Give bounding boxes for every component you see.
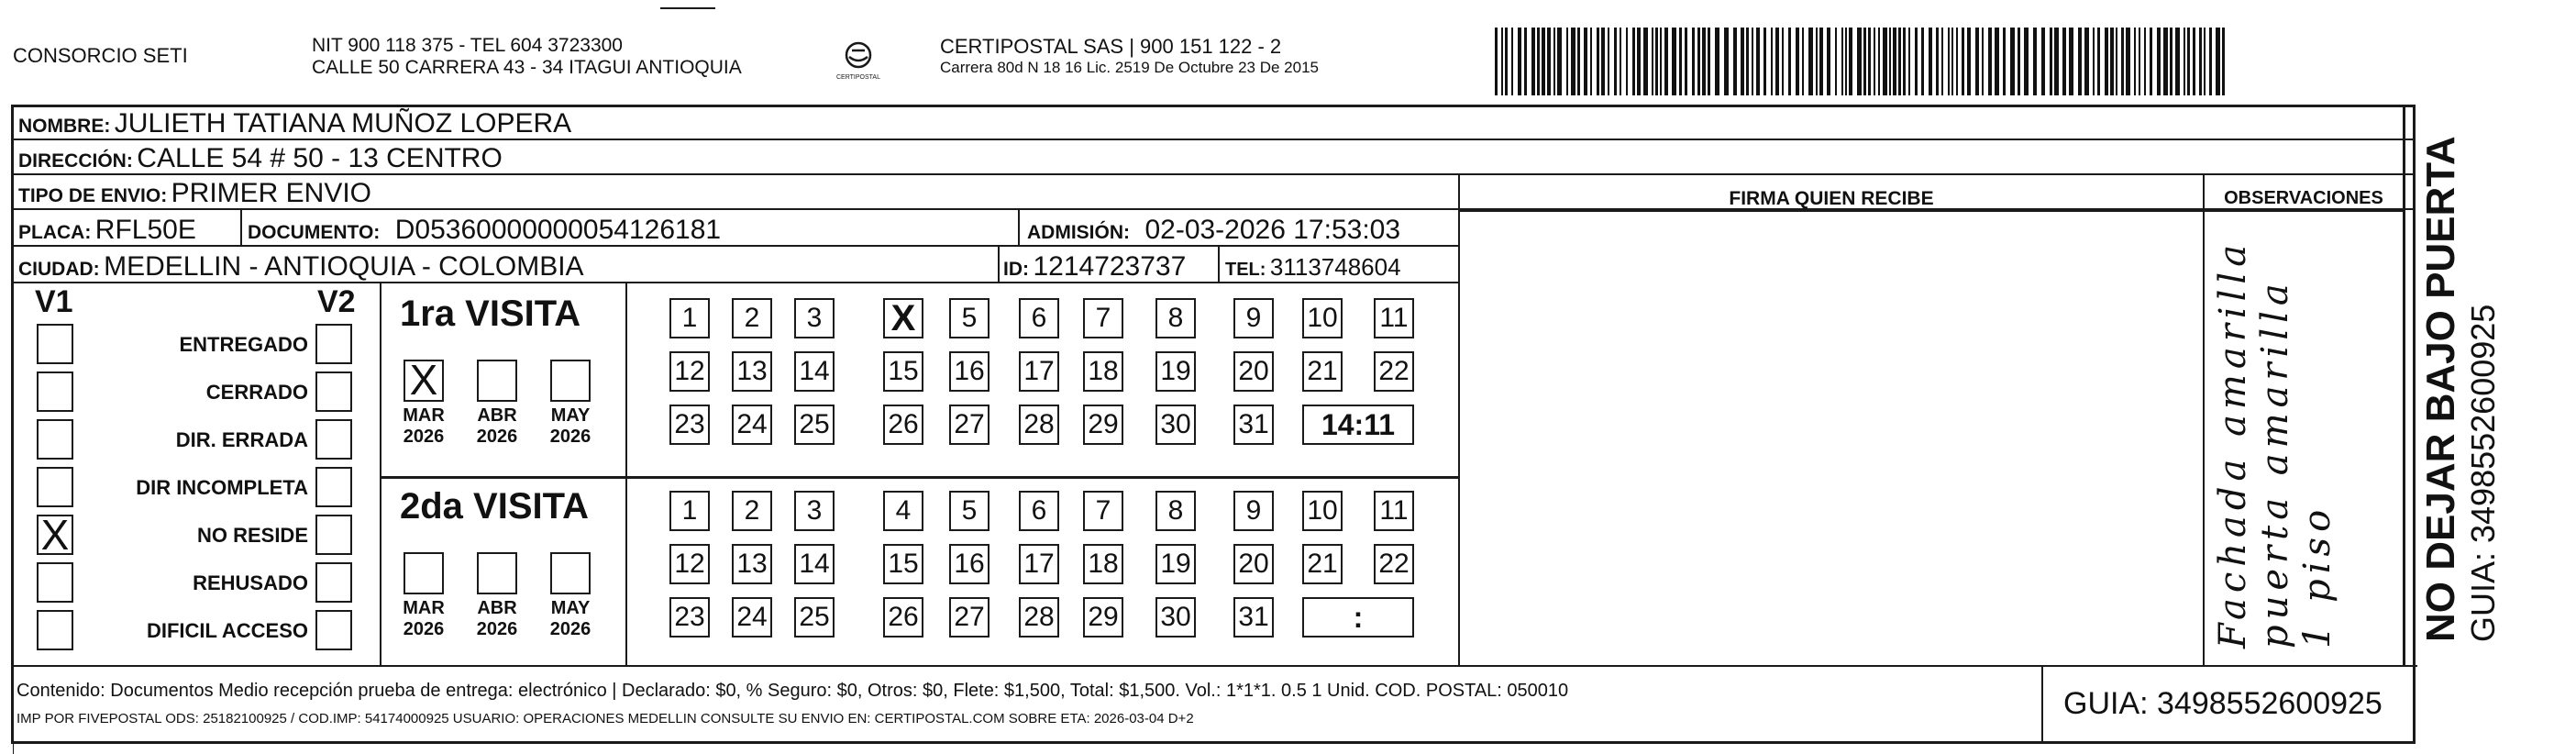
certipostal-line-2: Carrera 80d N 18 16 Lic. 2519 De Octubre 23 De 2015 — [940, 59, 1319, 76]
visit1-day[interactable]: 26 — [883, 405, 923, 445]
barcode-bar — [1553, 28, 1555, 95]
visit2-day[interactable]: 23 — [669, 597, 710, 638]
visit2-day[interactable]: 22 — [1374, 544, 1414, 584]
footer-print-info: IMP POR FIVEPOSTAL ODS: 25182100925 / COD.IMP: 54174000925 USUARIO: OPERACIONES MEDELLIN CONSULTE SU ENVIO EN: CERTIPOSTAL.COM SOBRE ETA: 2026-03-04 D+2 — [17, 711, 1194, 726]
visit2-day[interactable]: 10 — [1302, 491, 1343, 531]
visit1-day[interactable]: 18 — [1083, 351, 1123, 392]
barcode-bar — [1982, 28, 1984, 95]
admission-cell — [1027, 215, 1400, 246]
barcode-bar — [1679, 28, 1682, 95]
barcode-bar — [1802, 28, 1804, 95]
visit2-day[interactable]: 16 — [949, 544, 989, 584]
barcode-bar — [2078, 28, 2082, 95]
top-rule — [660, 7, 715, 9]
v1-checkbox[interactable]: X — [37, 515, 73, 555]
barcode-bar — [1857, 28, 1862, 95]
barcode-bar — [1557, 28, 1562, 95]
visit2-day[interactable]: 27 — [949, 597, 989, 638]
barcode-bar — [1782, 28, 1784, 95]
footer-guide-divider — [2041, 665, 2043, 744]
certipostal-line-1: CERTIPOSTAL SAS | 900 151 122 - 2 — [940, 35, 1282, 58]
barcode-bar — [1808, 28, 1813, 95]
barcode-bar — [2105, 28, 2108, 95]
barcode-bar — [1995, 28, 1999, 95]
v1-checkbox[interactable] — [37, 419, 73, 460]
barcode-bar — [2121, 28, 2124, 95]
barcode-bar — [1524, 28, 1527, 95]
v2-header: V2 — [317, 284, 356, 319]
visit1-month-year: 2026 — [403, 427, 445, 447]
visit2-day[interactable]: 15 — [883, 544, 923, 584]
barcode-bar — [1590, 28, 1592, 95]
visit1-time[interactable]: 14:11 — [1302, 405, 1414, 445]
visit1-day[interactable]: 8 — [1155, 298, 1196, 338]
v2-checkbox[interactable] — [315, 515, 352, 555]
barcode-bar — [2116, 28, 2117, 95]
visit2-month-year: 2026 — [549, 619, 591, 639]
status-label: NO RESIDE — [196, 524, 308, 547]
visit2-day[interactable]: 20 — [1233, 544, 1274, 584]
barcode-bar — [2184, 28, 2185, 95]
barcode-bar — [1819, 28, 1823, 95]
barcode-bar — [1741, 28, 1744, 95]
barcode-bar — [1584, 28, 1587, 95]
certipostal-logo — [833, 37, 884, 84]
visit2-month-label: MAY — [550, 598, 591, 618]
barcode-bar — [2010, 28, 2015, 95]
visit2-day[interactable]: 12 — [669, 544, 710, 584]
barcode-bar — [1692, 28, 1695, 95]
plate-value: RFL50E — [94, 215, 196, 245]
v1-checkbox[interactable] — [37, 467, 73, 507]
visit2-day[interactable]: 21 — [1302, 544, 1343, 584]
visit2-day[interactable]: 25 — [794, 597, 835, 638]
visit1-day[interactable]: 10 — [1302, 298, 1343, 338]
visit2-day[interactable]: 31 — [1233, 597, 1274, 638]
plate-cell — [18, 215, 196, 246]
footer-content: Contenido: Documentos Medio recepción prueba de entrega: electrónico | Declarado: $0, % Seguro: $0, Otros: $0, Flete: $1,500, Total: $1,500. Vol.: 1*1*1. 0.5 1 Unid. COD. POSTAL: 050010 — [17, 681, 1569, 701]
footer-divider — [13, 665, 2417, 667]
v2-checkbox[interactable] — [315, 371, 352, 412]
side-divider — [2403, 105, 2405, 665]
visit1-day[interactable]: 21 — [1302, 351, 1343, 392]
barcode-bar — [2187, 28, 2190, 95]
barcode-bar — [1518, 28, 1521, 95]
plate-divider — [240, 210, 242, 247]
barcode-bar — [2209, 28, 2212, 95]
barcode-bar — [2222, 28, 2225, 95]
v1-checkbox[interactable] — [37, 610, 73, 650]
barcode-bar — [2041, 28, 2045, 95]
barcode-bar — [2110, 28, 2114, 95]
barcode-bar — [1702, 28, 1706, 95]
svg-text:CERTIPOSTAL: CERTIPOSTAL — [836, 74, 880, 81]
id-cell — [1003, 251, 1186, 283]
visit1-month-year: 2026 — [476, 427, 518, 447]
barcode-bar — [1903, 28, 1906, 95]
barcode-bar — [1542, 28, 1545, 95]
barcode-bar — [1708, 28, 1710, 95]
visit2-month-box[interactable] — [404, 552, 444, 594]
visit2-month-year: 2026 — [476, 619, 518, 639]
barcode-bar — [1495, 28, 1498, 95]
visit1-day[interactable]: 6 — [1019, 298, 1059, 338]
barcode-bar — [1620, 28, 1621, 95]
side-warning: NO DEJAR BAJO PUERTA — [2418, 136, 2463, 642]
visit2-day[interactable]: 4 — [883, 491, 923, 531]
visit2-day[interactable]: 28 — [1019, 597, 1059, 638]
document-label: DOCUMENTO: — [248, 222, 381, 243]
recipient-address: CALLE 54 # 50 - 13 CENTRO — [137, 143, 503, 173]
barcode-bar — [2018, 28, 2020, 95]
status-label: DIFICIL ACCESO — [146, 619, 308, 642]
barcode-bar — [1608, 28, 1609, 95]
barcode-bar — [2163, 28, 2168, 95]
barcode-bar — [2134, 28, 2136, 95]
barcode-bar — [1655, 28, 1658, 95]
barcode-bar — [1827, 28, 1830, 95]
status-label: DIR. ERRADA — [175, 428, 308, 451]
barcode-bar — [1505, 28, 1508, 95]
visit2-day[interactable]: 2 — [732, 491, 772, 531]
document-value: D05360000000054126181 — [394, 215, 722, 245]
barcode-bar — [1643, 28, 1648, 95]
visit1-title: 1ra VISITA — [400, 294, 581, 334]
footer-guide: GUIA: 3498552600925 — [2063, 686, 2383, 721]
company-name: CONSORCIO SETI — [13, 44, 188, 67]
barcode-bar — [1652, 28, 1653, 95]
barcode-bar — [1868, 28, 1871, 95]
barcode-bar — [2084, 28, 2089, 95]
visit2-day[interactable]: 9 — [1233, 491, 1274, 531]
barcode-bar — [2193, 28, 2195, 95]
barcode-bar — [1763, 28, 1766, 95]
visit2-day[interactable]: 19 — [1155, 544, 1196, 584]
visit1-day[interactable]: 17 — [1019, 351, 1059, 392]
tel-label: TEL: — [1225, 260, 1266, 280]
address-label: DIRECCIÓN: — [18, 150, 133, 172]
barcode-bar — [1835, 28, 1837, 95]
visit2-title: 2da VISITA — [400, 486, 589, 527]
barcode-bar — [1632, 28, 1635, 95]
visit1-day[interactable]: 14 — [794, 351, 835, 392]
barcode-bar — [1660, 28, 1662, 95]
visit2-day[interactable]: 29 — [1083, 597, 1123, 638]
barcode-bar — [1566, 28, 1568, 95]
city-value: MEDELLIN - ANTIOQUIA - COLOMBIA — [104, 251, 584, 282]
barcode-bar — [1941, 28, 1943, 95]
visit1-day[interactable]: 5 — [949, 298, 989, 338]
barcode-bar — [1637, 28, 1641, 95]
id-value: 1214723737 — [1033, 251, 1187, 282]
v1-checkbox[interactable] — [37, 324, 73, 364]
barcode-bar — [2139, 28, 2140, 95]
visit1-day[interactable]: 9 — [1233, 298, 1274, 338]
name-label: NOMBRE: — [18, 116, 111, 137]
visit2-day[interactable]: 1 — [669, 491, 710, 531]
barcode-bar — [1775, 28, 1779, 95]
v2-checkbox[interactable] — [315, 610, 352, 650]
barcode-bar — [1796, 28, 1799, 95]
visit1-day[interactable]: 27 — [949, 405, 989, 445]
signature-divider — [1458, 210, 1460, 665]
barcode-bar — [1511, 28, 1513, 95]
status-label: REHUSADO — [193, 571, 308, 594]
visit-row-divider — [381, 476, 1458, 479]
barcode-bar — [1746, 28, 1749, 95]
name-row — [18, 108, 571, 139]
plate-label: PLACA: — [18, 222, 92, 243]
barcode-bar — [2175, 28, 2180, 95]
visit2-month-label: MAR — [403, 598, 445, 618]
visit2-day[interactable]: 5 — [949, 491, 989, 531]
nit-line: NIT 900 118 375 - TEL 604 3723300 — [312, 35, 623, 56]
visit1-day[interactable]: 30 — [1155, 405, 1196, 445]
shipment-row — [18, 178, 371, 209]
shipment-label: TIPO DE ENVIO: — [18, 185, 168, 206]
observations-area — [2205, 212, 2403, 665]
visit1-day[interactable]: 28 — [1019, 405, 1059, 445]
visit1-month-label: MAR — [403, 405, 445, 426]
barcode-bar — [2033, 28, 2037, 95]
barcode-bar — [1601, 28, 1605, 95]
visit1-day[interactable]: 29 — [1083, 405, 1123, 445]
barcode-bar — [1614, 28, 1617, 95]
barcode-bar — [1788, 28, 1791, 95]
visit2-day[interactable]: 7 — [1083, 491, 1123, 531]
visit1-day[interactable]: 24 — [732, 405, 772, 445]
barcode-bar — [2204, 28, 2206, 95]
tel-cell — [1225, 253, 1401, 282]
side-text-block — [2417, 128, 2502, 642]
id-label: ID: — [1003, 259, 1029, 280]
barcode-bar — [1951, 28, 1953, 95]
signature-label: FIRMA QUIEN RECIBE — [1729, 188, 1934, 209]
v2-checkbox[interactable] — [315, 419, 352, 460]
visit2-day[interactable]: 14 — [794, 544, 835, 584]
visit1-day[interactable]: 23 — [669, 405, 710, 445]
visit1-day[interactable]: 1 — [669, 298, 710, 338]
handwritten-line: Fachada amarilla — [2212, 238, 2254, 649]
barcode-bar — [1733, 28, 1737, 95]
visit2-month-box[interactable] — [477, 552, 517, 594]
v1-header: V1 — [35, 284, 73, 319]
barcode-bar — [1752, 28, 1753, 95]
barcode-bar — [1929, 28, 1932, 95]
v2-checkbox[interactable] — [315, 324, 352, 364]
visit1-day[interactable]: 31 — [1233, 405, 1274, 445]
barcode-bar — [1956, 28, 1958, 95]
status-label: DIR INCOMPLETA — [136, 476, 308, 499]
visit2-day[interactable]: 6 — [1019, 491, 1059, 531]
document-cell — [248, 215, 721, 246]
barcode-bar — [1849, 28, 1852, 95]
visit2-time[interactable]: : — [1302, 597, 1414, 638]
barcode-bar — [1771, 28, 1773, 95]
side-guide: GUIA: 3498552600925 — [2464, 304, 2502, 642]
barcode-bar — [1863, 28, 1866, 95]
obs-header-divider — [2203, 174, 2205, 209]
barcode-bar — [1715, 28, 1719, 95]
visit2-day[interactable]: 13 — [732, 544, 772, 584]
recipient-name: JULIETH TATIANA MUÑOZ LOPERA — [114, 108, 572, 139]
visit2-month-box[interactable] — [550, 552, 591, 594]
barcode-bar — [2062, 28, 2066, 95]
tel-value: 3113748604 — [1269, 253, 1401, 281]
barcode-bar — [1672, 28, 1676, 95]
barcode-bar — [1626, 28, 1628, 95]
visit1-month-label: ABR — [477, 405, 517, 426]
tel-divider — [1218, 247, 1220, 283]
admission-divider — [1018, 210, 1020, 247]
city-label: CIUDAD: — [18, 259, 100, 280]
barcode-bar — [1908, 28, 1910, 95]
visit1-day[interactable]: 3 — [794, 298, 835, 338]
barcode-bar — [1889, 28, 1891, 95]
barcode-bar — [1845, 28, 1847, 95]
barcode-bar — [1597, 28, 1599, 95]
barcode-bar — [2097, 28, 2100, 95]
handwritten-line: puerta amarilla — [2254, 278, 2296, 649]
barcode-bar — [1537, 28, 1540, 95]
barcode-bar — [2024, 28, 2029, 95]
visit1-day[interactable]: 16 — [949, 351, 989, 392]
barcode-bar — [1577, 28, 1580, 95]
visit2-day[interactable]: 11 — [1374, 491, 1414, 531]
barcode-bar — [1962, 28, 1964, 95]
barcode-bar — [1967, 28, 1971, 95]
admission-value: 02-03-2026 17:53:03 — [1144, 215, 1401, 245]
status-divider — [380, 283, 381, 665]
visit1-day[interactable]: 11 — [1374, 298, 1414, 338]
barcode-bar — [1816, 28, 1818, 95]
visit1-day[interactable]: 19 — [1155, 351, 1196, 392]
handwriting-block — [2212, 227, 2338, 649]
barcode-bar — [2054, 28, 2059, 95]
barcode-bar — [2170, 28, 2172, 95]
visit2-day[interactable]: 26 — [883, 597, 923, 638]
barcode-bar — [2050, 28, 2052, 95]
id-divider — [998, 247, 1000, 283]
visit2-month-label: ABR — [477, 598, 517, 618]
barcode-bar — [2216, 28, 2220, 95]
barcode-bar — [1571, 28, 1575, 95]
handwritten-line: 1 piso — [2296, 504, 2338, 649]
visit2-month-year: 2026 — [403, 619, 445, 639]
v1-checkbox[interactable] — [37, 562, 73, 603]
barcode-bar — [1883, 28, 1887, 95]
visit1-day[interactable]: 25 — [794, 405, 835, 445]
barcode-bar — [1664, 28, 1668, 95]
visit1-day[interactable]: 20 — [1233, 351, 1274, 392]
v2-checkbox[interactable] — [315, 562, 352, 603]
visit2-day[interactable]: 18 — [1083, 544, 1123, 584]
barcode-bar — [2093, 28, 2095, 95]
visit2-day[interactable]: 3 — [794, 491, 835, 531]
sig-header-divider — [1458, 174, 1460, 209]
shipment-type: PRIMER ENVIO — [171, 178, 372, 208]
visit1-day[interactable]: 12 — [669, 351, 710, 392]
barcode-bar — [1547, 28, 1551, 95]
barcode-bar — [1724, 28, 1729, 95]
barcode-bar — [1893, 28, 1896, 95]
visit1-day[interactable]: 2 — [732, 298, 772, 338]
visit2-day[interactable]: 24 — [732, 597, 772, 638]
barcode-bar — [1915, 28, 1918, 95]
barcode-bar — [1697, 28, 1700, 95]
barcode-bar — [2199, 28, 2202, 95]
visit-divider — [625, 283, 627, 665]
visit1-month-year: 2026 — [549, 427, 591, 447]
barcode-bar — [1921, 28, 1924, 95]
barcode-bar — [1531, 28, 1535, 95]
barcode-bar — [1988, 28, 1992, 95]
address-row — [18, 143, 503, 174]
visit2-day[interactable]: 8 — [1155, 491, 1196, 531]
city-cell — [18, 251, 584, 283]
barcode-bar — [2126, 28, 2130, 95]
barcode-bar — [2157, 28, 2161, 95]
barcode-bar — [1948, 28, 1950, 95]
visit1-day[interactable]: 13 — [732, 351, 772, 392]
barcode-bar — [2003, 28, 2006, 95]
observations-label: OBSERVACIONES — [2224, 188, 2383, 208]
v2-checkbox[interactable] — [315, 467, 352, 507]
address-line: CALLE 50 CARRERA 43 - 34 ITAGUI ANTIOQUIA — [312, 57, 742, 78]
barcode-bar — [1874, 28, 1875, 95]
barcode-bar — [2150, 28, 2152, 95]
barcode-bar — [2069, 28, 2073, 95]
visit1-month-box[interactable] — [477, 360, 517, 402]
barcode-bar — [1878, 28, 1880, 95]
barcode-bar — [1756, 28, 1760, 95]
barcode-bar — [1841, 28, 1843, 95]
barcode-bar — [1685, 28, 1687, 95]
visit1-day[interactable]: X — [883, 298, 923, 338]
admission-label: ADMISIÓN: — [1027, 222, 1130, 243]
visit1-month-box[interactable]: X — [404, 360, 444, 402]
barcode-bar — [1936, 28, 1939, 95]
barcode-bar — [1975, 28, 1979, 95]
status-label: ENTREGADO — [179, 333, 308, 356]
barcode — [1495, 28, 2228, 95]
barcode-bar — [2144, 28, 2146, 95]
barcode-bar — [1501, 28, 1503, 95]
status-label: CERRADO — [205, 381, 308, 404]
visit2-day[interactable]: 17 — [1019, 544, 1059, 584]
visit1-day[interactable]: 7 — [1083, 298, 1123, 338]
v1-checkbox[interactable] — [37, 371, 73, 412]
visit1-month-label: MAY — [550, 405, 591, 426]
visit2-day[interactable]: 30 — [1155, 597, 1196, 638]
visit1-day[interactable]: 15 — [883, 351, 923, 392]
visit1-month-box[interactable] — [550, 360, 591, 402]
edge-mark — [13, 744, 14, 754]
visit1-day[interactable]: 22 — [1374, 351, 1414, 392]
barcode-bar — [1898, 28, 1901, 95]
